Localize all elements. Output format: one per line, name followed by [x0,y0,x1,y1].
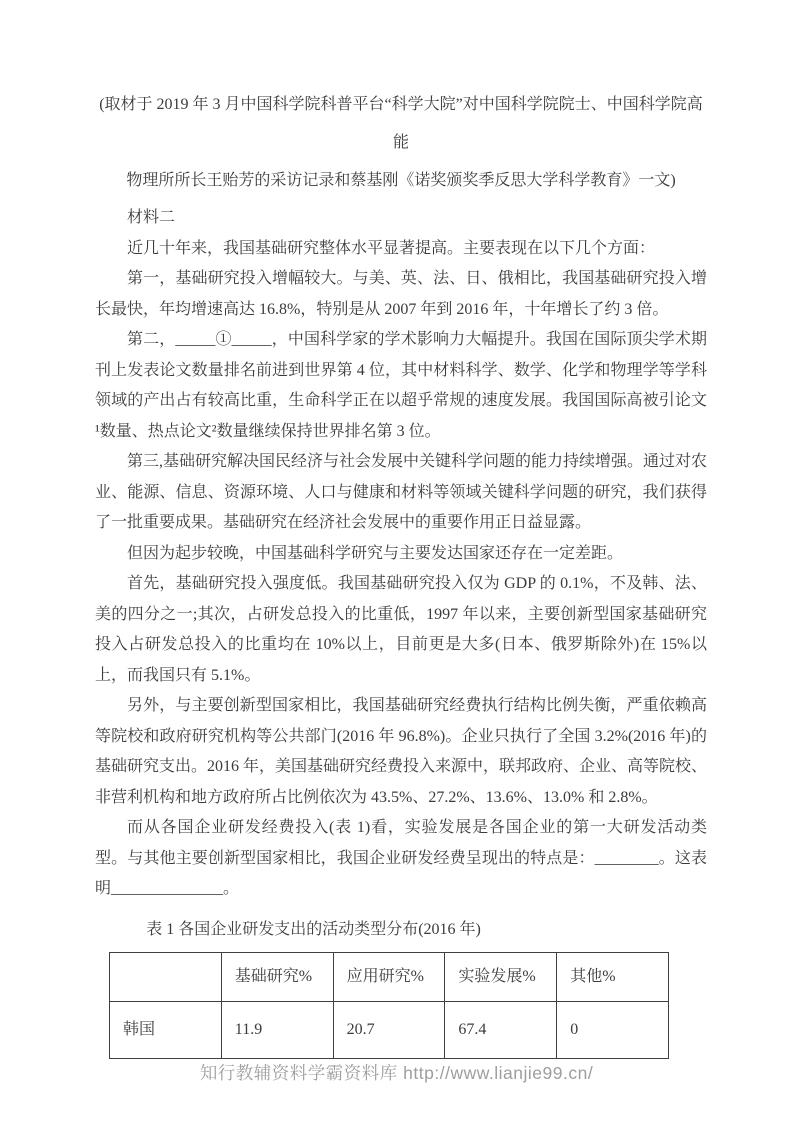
body-paragraph-third-point: 第三,基础研究解决国民经济与社会发展中关键科学问题的能力持续增强。通过对农业、能源、信息、资源环境、人口与健康和材料等领域关键科学问题的研究，我们获得了一批重要成果。基础研究在经济社会发展中的重要作用正日益显露。 [95,453,708,531]
table-cell-basic-research: 11.9 [221,1002,333,1059]
table-header-cell-basic-research: 基础研究% [221,953,333,1002]
material-label: 材料二 [127,209,176,226]
footer-watermark: 知行教辅资料学霸资料库 http://www.lianjie99.cn/ [199,1063,594,1083]
attribution-line-1: (取材于 2019 年 3 月中国科学院科普平台“科学大院”对中国科学院院士、中国科学院高能 [99,96,703,151]
body-paragraph-structure: 另外，与主要创新型国家相比，我国基础研究经费执行结构比例失衡，严重依赖高等院校和政府研究机构等公共部门(2016 年 96.8%)。企业只执行了全国 3.2%(2016 年)的基础研究支出。2016 年，美国基础研究经费投入来源中，联邦政府、企业、高等院校、非营利机构和地方政府所占比例依次为 43.5%、27.2%、13.6%、13.0% 和 2.8%。 [95,697,708,806]
table-header-cell-other: 其他% [557,953,669,1002]
table-header-row [110,953,669,1002]
attribution-line-2: 物理所所长王贻芳的采访记录和蔡基刚《诺奖颁奖季反思大学科学教育》一文) [126,172,676,189]
body-paragraph-first-point: 第一，基础研究投入增幅较大。与美、英、法、日、俄相比，我国基础研究投入增长最快，年均增速高达 16.8%，特别是从 2007 年到 2016 年，十年增长了约 3 倍。 [95,270,707,318]
body-paragraph-intensity: 首先，基础研究投入强度低。我国基础研究投入仅为 GDP 的 0.1%，不及韩、法、美的四分之一;其次，占研发总投入的比重低，1997 年以来，主要创新型国家基础研究投入占研发总投入的比重均在 10%以上，目前更是大多(日本、俄罗斯除外)在 15%以上，而我国只有 5.1%。 [95,575,707,684]
rd-activity-table [109,952,669,1059]
table-cell-applied-research: 20.7 [333,1002,445,1059]
body-paragraph-enterprise: 而从各国企业研发经费投入(表 1)看，实验发展是各国企业的第一大研发活动类型。与其他主要创新型国家相比，我国企业研发经费呈现出的特点是：________。这表明______________。 [95,819,707,897]
table-header-cell-applied-research: 应用研究% [333,953,445,1002]
table-cell-country: 韩国 [110,1002,222,1059]
table-cell-experimental-dev: 67.4 [445,1002,557,1059]
document-content [95,86,707,1059]
table-header-cell-experimental-dev: 实验发展% [445,953,557,1002]
table-row-korea [110,1002,669,1059]
table-cell-other: 0 [557,1002,669,1059]
table-caption: 表 1 各国企业研发支出的活动类型分布(2016 年) [146,920,481,938]
table-header-cell-country [110,953,222,1002]
body-paragraph-second-point: 第二，_____①_____，中国科学家的学术影响力大幅提升。我国在国际顶尖学术期刊上发表论文数量排名前进到世界第 4 位，其中材料科学、数学、化学和物理学等学科领域的产出占有较高比重，生命科学正在以超乎常规的速度发展。我国国际高被引论文¹数量、热点论文²数量继续保持世界排名第 3 位。 [95,331,707,440]
body-paragraph-overview: 近几十年来，我国基础研究整体水平显著提高。主要表现在以下几个方面： [127,239,656,257]
body-paragraph-gap-intro: 但因为起步较晚，中国基础科学研究与主要发达国家还存在一定差距。 [127,544,624,562]
